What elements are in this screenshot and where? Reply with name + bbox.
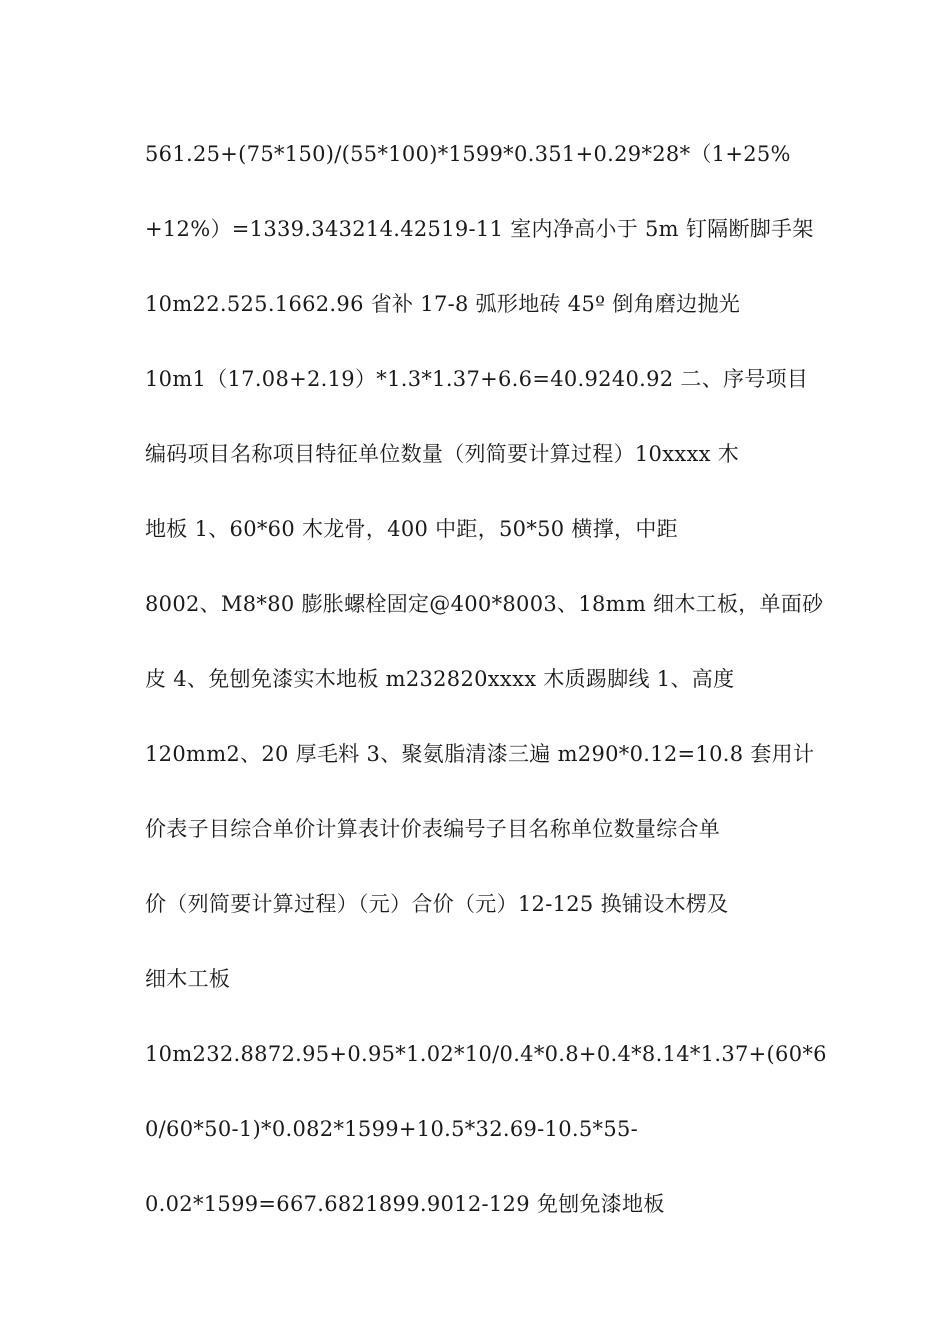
text-line: 0/60*50-1)*0.082*1599+10.5*32.69-10.5*55-: [145, 1117, 639, 1141]
text-line: 120mm2、20 厚毛料 3、聚氨脂清漆三遍 m290*0.12=10.8 套用计: [145, 742, 815, 766]
text-line: 0.02*1599=667.6821899.9012-129 免刨免漆地板: [145, 1192, 665, 1216]
text-line: 价表子目综合单价计算表计价表编号子目名称单位数量综合单: [145, 817, 721, 841]
text-line: 价（列简要计算过程）（元）合价（元）12-125 换铺设木楞及: [145, 892, 729, 916]
text-line: 10m232.8872.95+0.95*1.02*10/0.4*0.8+0.4*8.14*1.37+(60*6: [145, 1042, 827, 1066]
text-line: 561.25+(75*150)/(55*100)*1599*0.351+0.29*28*（1+25%: [145, 142, 791, 166]
document-body: [145, 134, 825, 1259]
text-line: 10m22.525.1662.96 省补 17-8 弧形地砖 45º 倒角磨边抛光: [145, 292, 741, 316]
text-line: 皮 4、免刨免漆实木地板 m232820xxxx 木质踢脚线 1、高度: [145, 667, 735, 691]
text-line: 细木工板: [145, 967, 231, 991]
text-line: +12%）=1339.343214.42519-11 室内净高小于 5m 钉隔断脚手架: [145, 217, 814, 241]
text-line: 10m1（17.08+2.19）*1.3*1.37+6.6=40.9240.92 二、序号项目: [145, 367, 809, 391]
text-line: 8002、M8*80 膨胀螺栓固定@400*8003、18mm 细木工板，单面砂: [145, 592, 824, 616]
text-line: 编码项目名称项目特征单位数量（列简要计算过程）10xxxx 木: [145, 442, 740, 466]
text-line: 地板 1、60*60 木龙骨，400 中距，50*50 横撑，中距: [145, 517, 678, 541]
